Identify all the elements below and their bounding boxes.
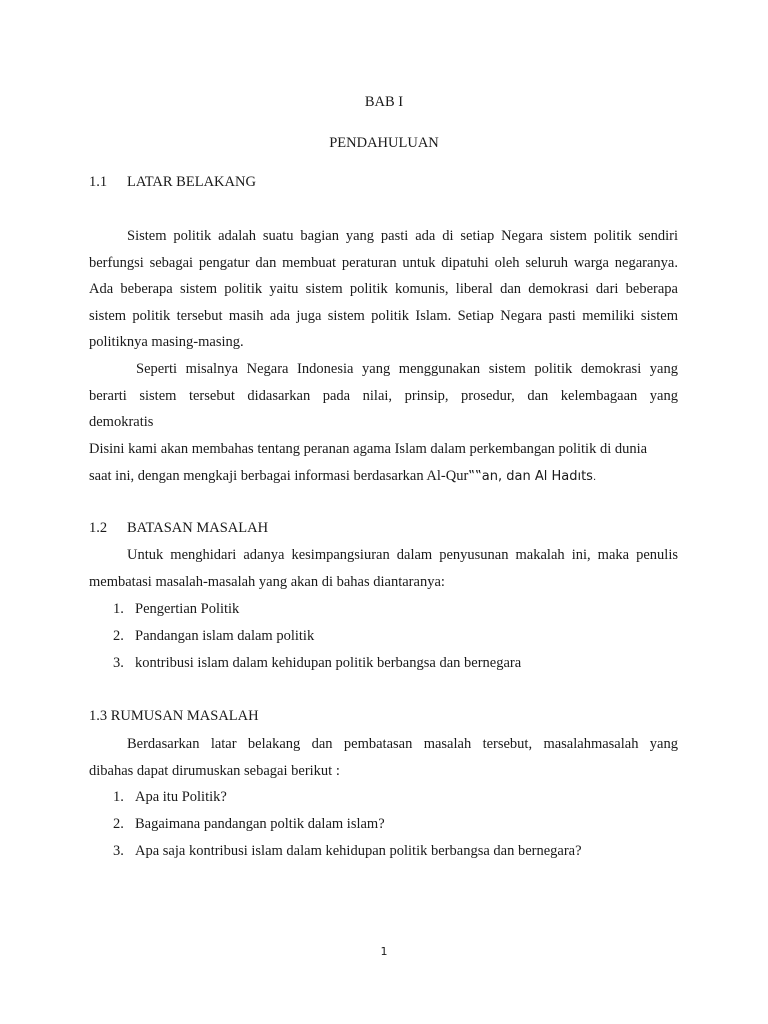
list-text: Pengertian Politik [135,601,240,617]
paragraph-line: berfungsi sebagai pengatur dan membuat peraturan untuk dipatuhi oleh seluruh warga negaranya. [89,255,678,271]
list-item [113,842,582,860]
paragraph-line: demokratis [89,414,154,430]
chapter-title: PENDAHULUAN [329,135,439,151]
paragraph-line: Sistem politik adalah suatu bagian yang pasti ada di setiap Negara sistem politik sendiri [127,228,678,244]
list-text: Pandangan islam dalam politik [135,628,315,644]
section-title: BATASAN MASALAH [127,520,269,536]
paragraph-line: politiknya masing-masing. [89,334,244,350]
paragraph-line [89,467,596,487]
list-text: Apa itu Politik? [135,789,227,805]
paragraph-period: . [592,472,597,483]
list-item [113,815,385,833]
paragraph-line: Disini kami akan membahas tentang peranan agama Islam dalam perkembangan politik di dunia [89,441,648,457]
section-number: 1.2 [89,520,108,536]
section-title: LATAR BELAKANG [127,174,256,190]
chapter-label: BAB I [364,94,404,110]
page-number: 1 [380,945,388,958]
list-number: 1. [113,601,124,617]
list-text: kontribusi islam dalam kehidupan politik berbangsa dan bernegara [135,655,522,671]
list-number: 3. [113,843,124,859]
paragraph-line: berarti sistem tersebut didasarkan pada nilai, prinsip, prosedur, dan kelembagaan yang [89,388,678,404]
paragraph-line: dibahas dapat dirumuskan sebagai berikut : [89,763,340,779]
section-heading-1-3: 1.3 RUMUSAN MASALAH [89,708,259,724]
list-text: Apa saja kontribusi islam dalam kehidupan politik berbangsa dan bernegara? [135,843,582,859]
section-heading-1-1 [89,173,256,191]
section-heading-1-2 [89,519,268,537]
list-number: 2. [113,628,124,644]
paragraph-line: membatasi masalah-masalah yang akan di bahas diantaranya: [89,574,445,590]
paragraph-text: saat ini, dengan mengkaji berbagai informasi berdasarkan Al-Qur [89,468,469,484]
list-number: 2. [113,816,124,832]
list-number: 3. [113,655,124,671]
paragraph-line: Ada beberapa sistem politik yaitu sistem politik komunis, liberal dan demokrasi dari beberapa [89,281,678,297]
list-item [113,600,239,618]
list-number: 1. [113,789,124,805]
paragraph-line: sistem politik tersebut masih ada juga sistem politik Islam. Setiap Negara pasti memiliki sistem [89,308,678,324]
paragraph-text-alt-font: ‟‟an, dan Al Hadıts [468,469,593,484]
paragraph-line: Untuk menghidari adanya kesimpangsiuran dalam penyusunan makalah ini, maka penulis [127,547,678,563]
paragraph-line: Berdasarkan latar belakang dan pembatasan masalah tersebut, masalahmasalah yang [127,736,678,752]
list-item [113,788,227,806]
section-number: 1.1 [89,174,108,190]
paragraph-line: Seperti misalnya Negara Indonesia yang menggunakan sistem politik demokrasi yang [136,361,678,377]
list-text: Bagaimana pandangan poltik dalam islam? [135,816,385,832]
list-item [113,627,314,645]
list-item [113,654,521,672]
